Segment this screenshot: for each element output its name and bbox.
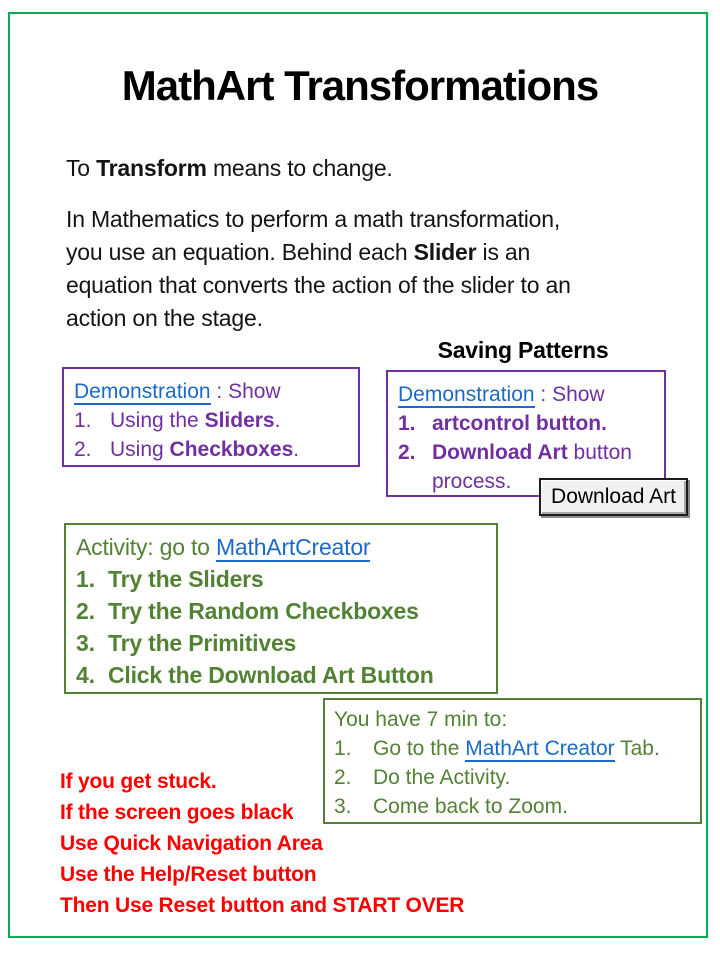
time-box-item-3-number: 3. xyxy=(334,795,352,818)
time-box-item-1-number: 1. xyxy=(334,737,352,760)
intro-text-post: means to change. xyxy=(206,155,393,181)
download-art-button[interactable]: Download Art xyxy=(539,478,688,516)
time-box-item-1-pre: Go to the xyxy=(373,737,466,760)
demo-right-item-1 xyxy=(398,409,654,438)
demonstration-link-left[interactable]: Demonstration xyxy=(74,380,211,403)
activity-item-1-number: 1. xyxy=(76,566,95,592)
activity-item-1-text: Try the Sliders xyxy=(108,566,264,592)
paragraph-line-2-post: is an xyxy=(476,239,531,265)
activity-item-2-number: 2. xyxy=(76,598,95,624)
demo-right-header xyxy=(398,380,654,409)
demo-left-item-2 xyxy=(74,435,348,464)
activity-header xyxy=(76,531,486,563)
demo-left-header-rest: : Show xyxy=(210,380,281,403)
activity-box xyxy=(64,523,498,694)
demo-left-item-2-bold: Checkboxes xyxy=(169,438,294,461)
demo-left-item-2-pre: Using xyxy=(110,438,170,461)
demo-right-item-2-number: 2. xyxy=(398,441,416,464)
demo-right-item-2 xyxy=(398,438,654,467)
paragraph-line-2-pre: you use an equation. Behind each xyxy=(66,239,414,265)
saving-patterns-heading: Saving Patterns xyxy=(437,337,609,363)
intro-bold-transform: Transform xyxy=(96,155,207,181)
activity-item-1 xyxy=(76,563,486,595)
intro-paragraph xyxy=(66,203,571,335)
demonstration-link-right[interactable]: Demonstration xyxy=(398,383,535,406)
activity-item-3-text: Try the Primitives xyxy=(108,630,297,656)
demo-left-item-2-text xyxy=(110,438,299,461)
activity-item-2-text: Try the Random Checkboxes xyxy=(108,598,419,624)
warning-line-3: Use Quick Navigation Area xyxy=(60,832,323,855)
warning-line-1: If you get stuck. xyxy=(60,770,217,793)
warning-line-5: Then Use Reset button and START OVER xyxy=(60,894,465,917)
paragraph-line-4: action on the stage. xyxy=(66,305,263,331)
activity-item-2 xyxy=(76,595,486,627)
slide-title: MathArt Transformations xyxy=(121,62,599,109)
warning-line-2: If the screen goes black xyxy=(60,801,294,824)
intro-sentence xyxy=(66,155,393,182)
mathartcreator-link[interactable]: MathArtCreator xyxy=(215,534,371,560)
time-box-item-3-text: Come back to Zoom. xyxy=(373,795,568,818)
activity-item-4-text: Click the Download Art Button xyxy=(108,662,434,688)
demo-right-item-2-post: button xyxy=(567,441,632,464)
demo-right-item-1-number: 1. xyxy=(398,412,416,435)
time-box-item-1-post: Tab. xyxy=(614,737,660,760)
demo-right-header-rest: : Show xyxy=(534,383,605,406)
activity-item-3-number: 3. xyxy=(76,630,95,656)
demo-right-cont-text: process. xyxy=(432,470,512,493)
warning-line-4: Use the Help/Reset button xyxy=(60,863,317,886)
paragraph-line-3: equation that converts the action of the slider to an xyxy=(66,272,571,298)
demo-left-item-1 xyxy=(74,406,348,435)
activity-item-3 xyxy=(76,627,486,659)
paragraph-bold-slider: Slider xyxy=(413,239,477,265)
demo-left-item-1-pre: Using the xyxy=(110,409,205,432)
demo-left-item-2-post: . xyxy=(293,438,300,461)
demo-left-item-1-number: 1. xyxy=(74,409,92,432)
activity-header-pre: Activity: go to xyxy=(76,534,216,560)
demo-left-item-1-post: . xyxy=(274,409,281,432)
time-box-header: You have 7 min to: xyxy=(334,708,508,731)
time-box-item-1 xyxy=(334,734,691,763)
demo-left-header xyxy=(74,377,348,406)
activity-item-4-number: 4. xyxy=(76,662,95,688)
demonstration-box-sliders xyxy=(62,367,360,467)
time-box-item-2-text: Do the Activity. xyxy=(373,766,511,789)
activity-item-4 xyxy=(76,659,486,691)
demo-left-item-1-bold: Sliders xyxy=(204,409,275,432)
intro-text-pre: To xyxy=(66,155,97,181)
paragraph-line-1: In Mathematics to perform a math transformation, xyxy=(66,206,561,232)
demo-left-item-1-text xyxy=(110,409,280,432)
demo-left-item-2-number: 2. xyxy=(74,438,92,461)
time-box-item-2-number: 2. xyxy=(334,766,352,789)
paragraph-line-2 xyxy=(66,236,571,269)
demo-right-item-1-bold: artcontrol button. xyxy=(432,412,607,435)
demo-right-item-2-bold: Download Art xyxy=(432,441,568,464)
mathart-creator-tab-link[interactable]: MathArt Creator xyxy=(465,737,615,760)
warning-text-block xyxy=(60,766,464,921)
